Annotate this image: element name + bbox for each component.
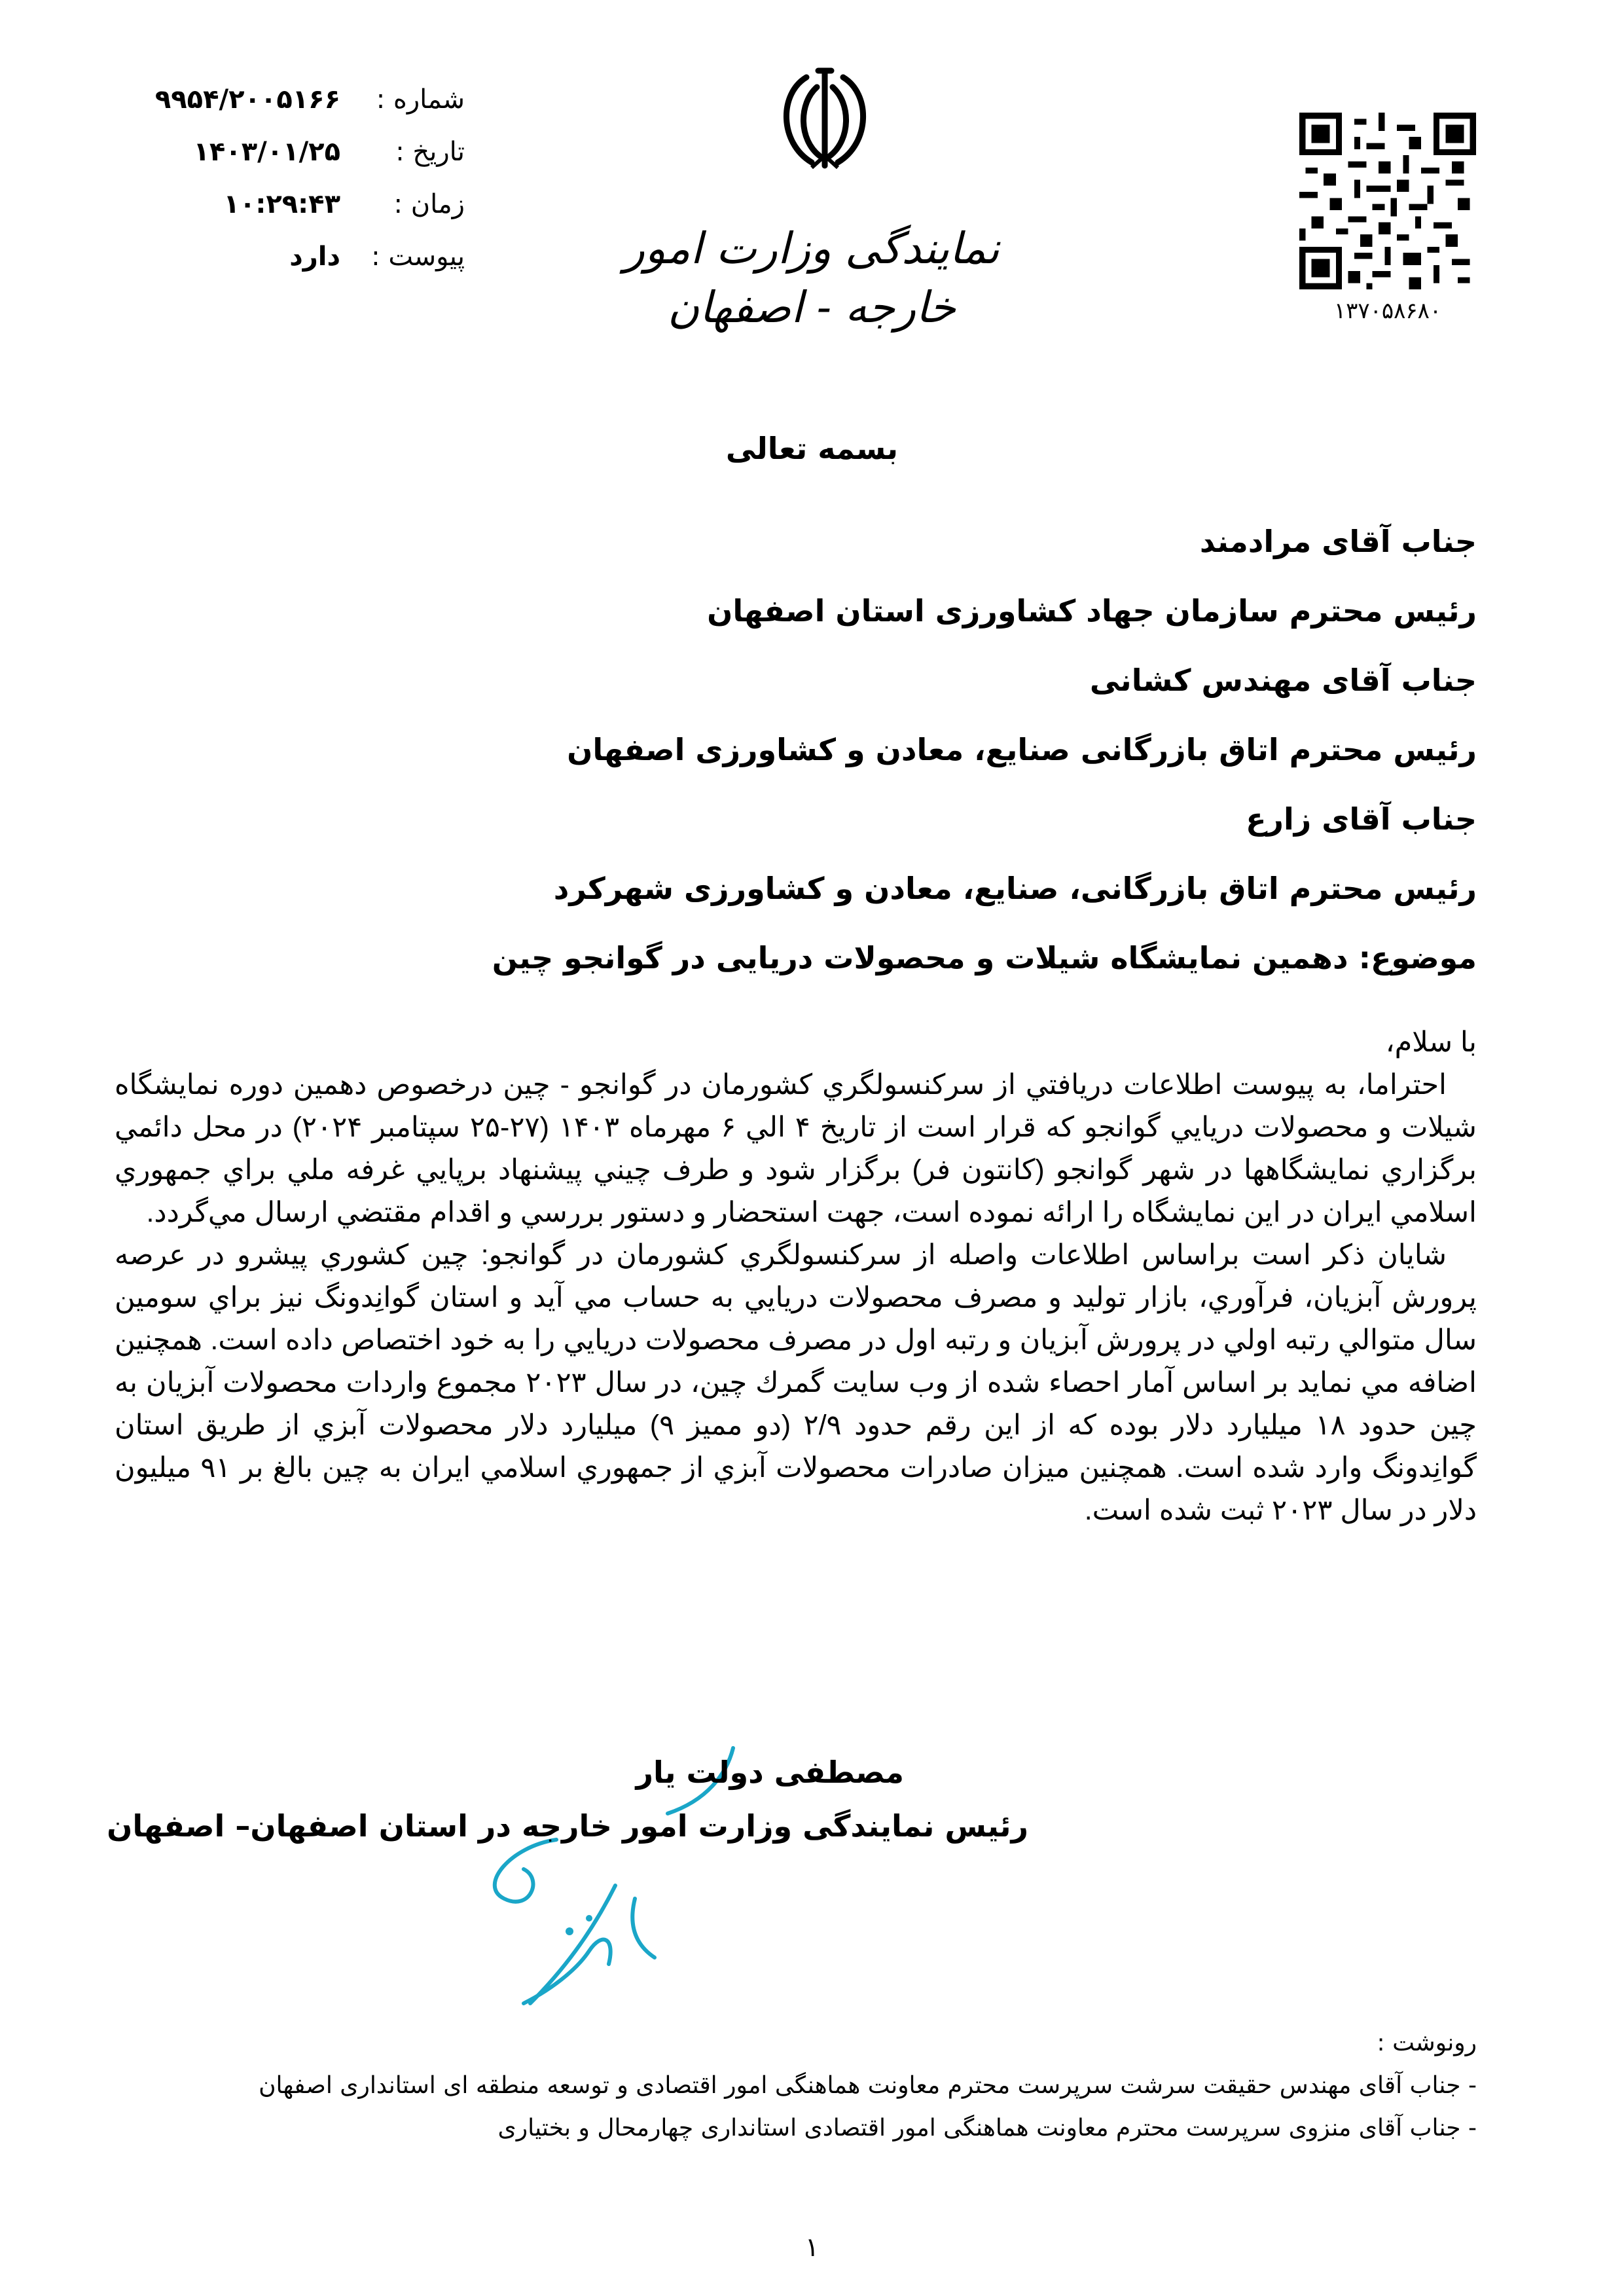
qr-number: ۱۳۷۰۵۸۶۸۰ <box>1333 298 1442 324</box>
addressee-line: رئیس محترم سازمان جهاد کشاورزی استان اصفهان <box>707 593 1477 629</box>
body-paragraph: احتراما، به پیوست اطلاعات دريافتي از سرکنسولگري کشورمان در گوانجو - چین درخصوص دهمین دوره نمایشگاه شیلات و محصولات دريايي گوانجو که قرار است از تاریخ ۴ الي ۶ مهرماه ۱۴۰۳ (۲۷-۲۵ سپتامبر ۲۰۲۴) در محل دائمي برگزاري نمايشگاهها در شهر گوانجو (کانتون فر) برگزار شود و طرف چيني پيشنهاد برپايي غرفه ملي براي جمهوري اسلامي ايران در اين نمایشگاه را ارائه نموده است، جهت استحضار و دستور بررسي و اقدام مقتضي ارسال مي‌گردد. <box>115 1069 1477 1228</box>
cc-item: - جناب آقای منزوی سرپرست محترم معاونت هماهنگی امور اقتصادی استانداری چهارمحال و بختیاری <box>497 2115 1477 2141</box>
letter-date-row <box>98 126 465 178</box>
addressee-line: جناب آقای زارع <box>1246 801 1477 837</box>
meta-label: تاریخ : <box>395 137 465 167</box>
letter-date: ۱۴۰۳/۰۱/۲۵ <box>193 137 340 167</box>
letter-body <box>115 1021 1477 1532</box>
addressee-line: جناب آقای مرادمند <box>1199 524 1477 559</box>
cc-label: رونوشت : <box>1377 2030 1477 2056</box>
letter-time: ۱۰:۲۹:۴۳ <box>223 189 340 219</box>
meta-label: پیوست : <box>371 242 465 272</box>
letter-attachment: دارد <box>289 242 340 272</box>
letter-attachment-row <box>98 230 465 283</box>
signer-title: رئیس نمایندگی وزارت امور خارجه در استان اصفهان– اصفهان <box>107 1808 1028 1844</box>
letter-number-row <box>98 73 465 126</box>
ministry-name: نمایندگی وزارت امور خارجه - اصفهان <box>624 223 1000 333</box>
letter-number: ۹۹۵۴/۲۰۰۵۱۶۶ <box>154 84 340 115</box>
page-title: بسمه تعالی <box>725 431 899 466</box>
subject-line: موضوع: دهمین نمایشگاه شیلات و محصولات دریایی در گوانجو چین <box>492 940 1477 975</box>
emblem-icon <box>766 58 884 175</box>
cc-item: - جناب آقای مهندس حقیقت سرشت سرپرست محترم معاونت هماهنگی امور اقتصادی و توسعه منطقه ای استانداری اصفهان <box>259 2072 1477 2099</box>
addressee-line: رئیس محترم اتاق بازرگانی، صنایع، معادن و کشاورزی شهرکرد <box>553 871 1477 906</box>
meta-label: شماره : <box>376 84 465 115</box>
addressee-line: جناب آقای مهندس کشانی <box>1089 663 1477 698</box>
body-paragraph: شایان ذکر است براساس اطلاعات واصله از سرکنسولگري کشورمان در گوانجو: چین کشوري پيشرو در عرصه پرورش آبزيان، فرآوري، بازار توليد و مصرف محصولات دريايي به حساب مي آيد و استان گوانِدونگ نيز براي سومين سال متوالي رتبه اولي در پرورش آبزيان و رتبه اول در مصرف محصولات دريايي را به خود اختصاص داده است. همچنين اضافه مي نمايد بر اساس آمار احصاء شده از وب سايت گمرك چين، در سال ۲۰۲۳ مجموع واردات محصولات آبزيان به چين حدود ۱۸ ميليارد دلار بوده كه از اين رقم حدود ۲/۹ (دو مميز ۹) ميليارد دلار محصولات آبزي از طريق استان گوانِدونگ وارد شده است. همچنين ميزان صادرات محصولات آبزي از جمهوري اسلامي ايران به چين بالغ بر ۹۱ ميليون دلار در سال ۲۰۲۳ ثبت شده است. <box>115 1239 1477 1526</box>
greeting: با سلام، <box>1385 1027 1477 1058</box>
meta-label: زمان : <box>393 189 465 219</box>
signer-name: مصطفی دولت یار <box>636 1755 904 1790</box>
qr-code-icon <box>1299 113 1476 289</box>
letter-time-row <box>98 178 465 230</box>
addressee-line: رئیس محترم اتاق بازرگانی صنایع، معادن و کشاورزی اصفهان <box>567 732 1477 767</box>
page-number: ۱ <box>804 2232 820 2263</box>
